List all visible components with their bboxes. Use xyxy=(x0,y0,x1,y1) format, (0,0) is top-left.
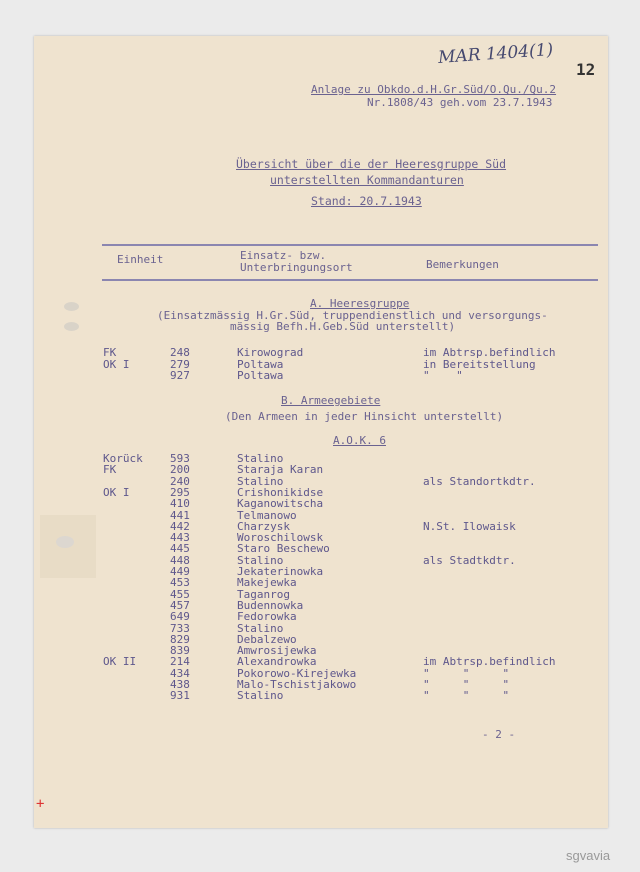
row-num: 829 xyxy=(170,632,190,646)
row-place: Amwrosijewka xyxy=(237,644,317,658)
row-place: Budennowka xyxy=(237,598,304,612)
row-place: Woroschilowsk xyxy=(237,531,324,545)
col-header-bemerkungen: Bemerkungen xyxy=(426,258,499,271)
row-place: Poltawa xyxy=(237,369,284,382)
row-remark: " " xyxy=(423,369,463,382)
red-cross-mark: + xyxy=(36,796,45,812)
row-num: 295 xyxy=(170,485,190,499)
row-place: Fedorowka xyxy=(237,610,297,624)
row-remark: " " " xyxy=(423,678,510,691)
section-b-note: (Den Armeen in jeder Hinsicht unterstellt) xyxy=(225,410,504,423)
annex-line-2: Nr.1808/43 geh.vom 23.7.1943 xyxy=(367,96,553,109)
doc-title-line-2: unterstellten Kommandanturen xyxy=(270,173,464,187)
punch-hole xyxy=(56,536,74,548)
row-remark: N.St. Ilowaisk xyxy=(423,519,516,533)
row-num: 457 xyxy=(170,598,190,612)
row-place: Stalino xyxy=(237,553,284,567)
row-place: Poltawa xyxy=(237,357,284,371)
row-place: Taganrog xyxy=(237,587,290,601)
punch-hole xyxy=(64,302,79,311)
col-header-einheit: Einheit xyxy=(117,253,164,266)
row-num: 445 xyxy=(170,542,190,556)
punch-hole xyxy=(64,322,79,331)
section-b-heading: B. Armeegebiete xyxy=(281,394,381,407)
row-place: Jekaterinowka xyxy=(237,565,324,578)
col-header-ort: Unterbringungsort xyxy=(240,261,353,274)
table-top-rule xyxy=(102,244,598,246)
row-place: Charzysk xyxy=(237,519,290,533)
row-remark: im Abtrsp.befindlich xyxy=(423,655,556,669)
row-num: 649 xyxy=(170,610,190,624)
table-header-rule xyxy=(102,279,598,281)
row-remark: als Stadtkdtr. xyxy=(423,553,516,567)
row-place: Stalino xyxy=(237,452,284,465)
row-num: 438 xyxy=(170,678,190,691)
row-num: 443 xyxy=(170,531,190,545)
row-num: 927 xyxy=(170,369,190,382)
row-remark: in Bereitstellung xyxy=(423,357,536,371)
row-num: 200 xyxy=(170,463,190,477)
row-type: Korück xyxy=(103,452,143,465)
row-num: 434 xyxy=(170,666,190,680)
row-num: 442 xyxy=(170,519,190,533)
footer-page-number: - 2 - xyxy=(482,728,516,741)
row-place: Staro Beschewo xyxy=(237,542,330,556)
row-place: Kaganowitscha xyxy=(237,497,324,511)
watermark: sgvavia xyxy=(566,848,611,863)
row-num: 733 xyxy=(170,621,190,635)
row-num: 410 xyxy=(170,497,190,511)
row-place: Stalino xyxy=(237,474,284,488)
row-type: OK I xyxy=(103,357,130,371)
row-num: 453 xyxy=(170,576,190,590)
handwritten-archive-ref: MAR 1404(1) xyxy=(437,40,554,68)
row-type: OK I xyxy=(103,485,130,499)
row-num: 593 xyxy=(170,452,190,465)
row-num: 248 xyxy=(170,346,190,359)
row-place: Kirowograd xyxy=(237,346,304,359)
row-place: Crishonikidse xyxy=(237,485,324,499)
row-num: 441 xyxy=(170,508,190,522)
row-remark: " " " xyxy=(423,666,510,680)
row-type: FK xyxy=(103,346,117,359)
row-place: Alexandrowka xyxy=(237,655,317,669)
section-a-note-2: mässig Befh.H.Geb.Süd unterstellt) xyxy=(230,320,456,333)
row-num: 449 xyxy=(170,565,190,578)
doc-title-line-1: Übersicht über die der Heeresgruppe Süd xyxy=(236,157,507,171)
row-place: Debalzewo xyxy=(237,632,297,646)
row-num: 931 xyxy=(170,689,190,703)
document-page xyxy=(34,36,608,828)
page-number: 12 xyxy=(576,60,596,79)
row-num: 455 xyxy=(170,587,190,601)
row-remark: " " " xyxy=(423,689,510,703)
row-num: 214 xyxy=(170,655,190,669)
row-type: OK II xyxy=(103,655,137,669)
row-place: Pokorowo-Kirejewka xyxy=(237,666,357,680)
col-header-einsatz: Einsatz- bzw. xyxy=(240,249,327,262)
row-place: Malo-Tschistjakowo xyxy=(237,678,357,691)
row-type: FK xyxy=(103,463,117,477)
annex-line-1: Anlage zu Obkdo.d.H.Gr.Süd/O.Qu./Qu.2 xyxy=(311,83,557,96)
row-num: 448 xyxy=(170,553,190,567)
row-place: Stalino xyxy=(237,621,284,635)
section-a-heading: A. Heeresgruppe xyxy=(310,297,410,310)
row-place: Makejewka xyxy=(237,576,297,590)
row-remark: im Abtrsp.befindlich xyxy=(423,346,556,359)
row-place: Staraja Karan xyxy=(237,463,324,477)
section-a-note-1: (Einsatzmässig H.Gr.Süd, truppendienstlich und versorgungs- xyxy=(157,309,548,322)
row-num: 839 xyxy=(170,644,190,658)
doc-date: Stand: 20.7.1943 xyxy=(311,194,422,208)
row-place: Telmanowo xyxy=(237,508,297,522)
row-num: 240 xyxy=(170,474,190,488)
row-remark: als Standortkdtr. xyxy=(423,474,536,488)
row-num: 279 xyxy=(170,357,190,371)
row-place: Stalino xyxy=(237,689,284,703)
section-b-sub: A.O.K. 6 xyxy=(333,434,386,447)
